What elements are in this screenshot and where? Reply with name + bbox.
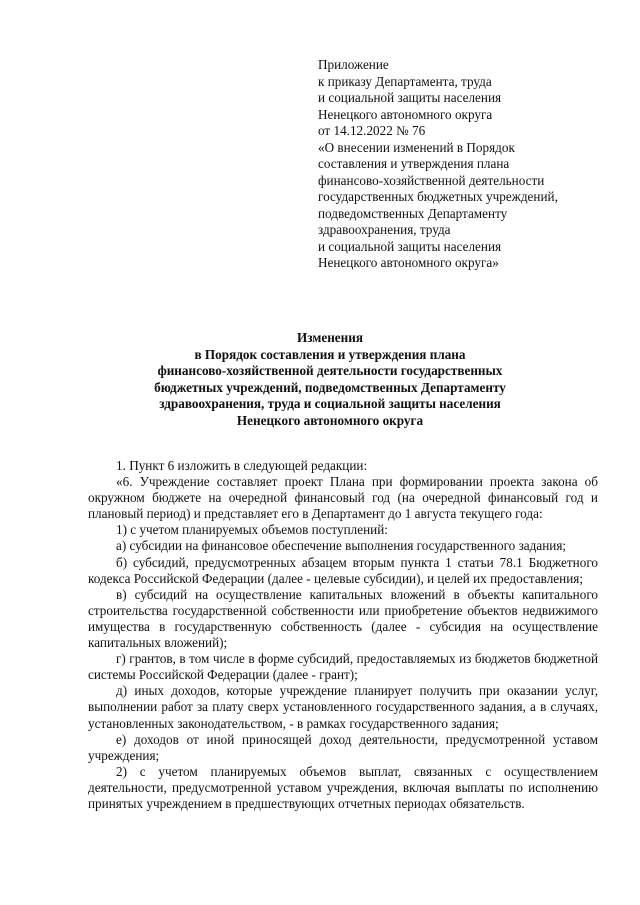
body-paragraph: 1. Пункт 6 изложить в следующей редакции: — [116, 458, 368, 473]
document-body — [88, 458, 598, 812]
body-paragraph: г) грантов, в том числе в форме субсидий, предоставляемых из бюджетов бюджетной системы Российской Федерации (далее - грант); — [88, 651, 598, 683]
title-line: в Порядок составления и утверждения плана — [194, 346, 466, 362]
annex-line: государственных бюджетных учреждений, — [318, 189, 558, 204]
title-line: бюджетных учреждений, подведомственных Департаменту — [154, 379, 506, 395]
title-line: финансово-хозяйственной деятельности государственных — [157, 363, 503, 379]
annex-line: составления и утверждения плана — [318, 156, 510, 171]
annex-line: от 14.12.2022 № 76 — [318, 123, 426, 138]
annex-line: подведомственных Департаменту — [318, 205, 508, 221]
annex-line: и социальной защиты населения — [318, 238, 502, 254]
annex-line: Приложение — [318, 57, 389, 72]
annex-line: Ненецкого автономного округа — [318, 106, 493, 122]
title-line: здравоохранения, труда и социальной защиты населения — [159, 396, 501, 412]
annex-line: финансово-хозяйственной деятельности — [318, 172, 545, 188]
title-line: Ненецкого автономного округа — [236, 412, 424, 428]
body-paragraph: в) субсидий на осуществление капитальных вложений в объекты капитального строительства государственной собственности или приобретение объектов недвижимого имущества в государственную собственность (далее - субсидия на осуществление капитальных вложений); — [88, 586, 598, 651]
body-paragraph: а) субсидии на финансовое обеспечение выполнения государственного задания; — [116, 538, 567, 554]
annex-header — [318, 57, 618, 272]
body-paragraph: е) доходов от иной приносящей доход деятельности, предусмотренной уставом учреждения; — [88, 731, 598, 763]
title-line: Изменения — [297, 330, 363, 345]
body-paragraph: б) субсидий, предусмотренных абзацем вторым пункта 1 статьи 78.1 Бюджетного кодекса Российской Федерации (далее - целевые субсидии), и целей их предоставления; — [88, 554, 598, 586]
body-paragraph: д) иных доходов, которые учреждение планирует получить при оказании услуг, выполнении работ за плату сверх установленного государственного задания, а в случаях, установленных законодательством, - в рамках государственного задания; — [88, 683, 598, 731]
body-paragraph: «6. Учреждение составляет проект Плана при формировании проекта закона об окружном бюджете на очередной финансовый год (на очередной финансовый год и плановый период) и представляет его в Департамент до 1 августа текущего года: — [88, 474, 598, 522]
annex-line: здравоохранения, труда — [318, 222, 451, 237]
annex-line: «О внесении изменений в Порядок — [318, 139, 515, 155]
document-title — [60, 330, 600, 430]
body-paragraph: 2) с учетом планируемых объемов выплат, связанных с осуществлением деятельности, предусмотренной уставом учреждения, включая выплаты по исполнению принятых учреждением в предшествующих отчетных периодах обязательств. — [88, 763, 598, 811]
annex-line: и социальной защиты населения — [318, 90, 502, 105]
body-paragraph: 1) с учетом планируемых объемов поступлений: — [116, 522, 388, 538]
annex-line: к приказу Департамента, труда — [318, 73, 492, 89]
annex-line: Ненецкого автономного округа» — [318, 255, 499, 270]
